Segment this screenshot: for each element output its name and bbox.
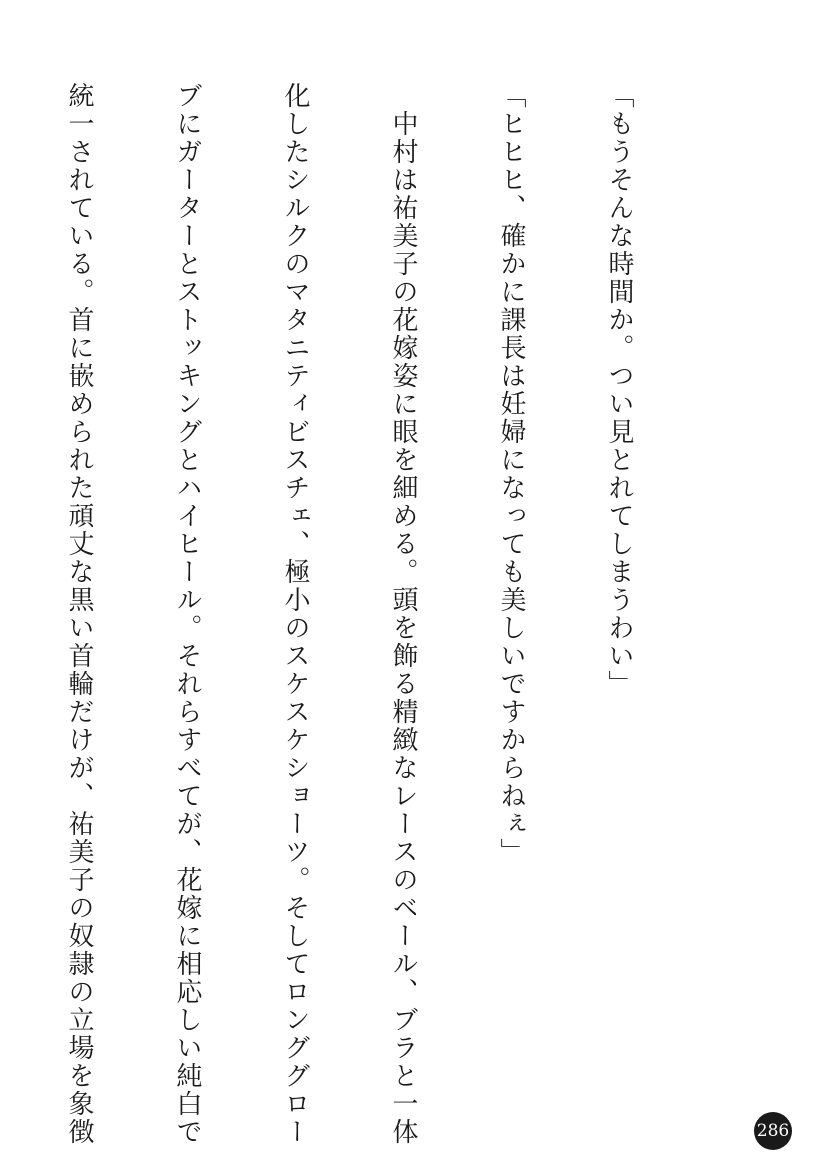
page-number-badge: 286 [754, 1112, 792, 1150]
text-line: ブにガーターとストッキングとハイヒール。それらすべてが、花嫁に相応しい純白で [172, 82, 202, 1146]
text-line: 化したシルクのマタニティビスチェ、極小のスケスケショーツ。そしてロンググロー [280, 82, 310, 1146]
text-line: 「ヒヒヒ、確かに課長は妊婦になっても美しいですからねぇ」 [496, 82, 526, 866]
text-line: 統一されている。首に嵌められた頑丈な黒い首輪だけが、祐美子の奴隷の立場を象徴 [64, 82, 94, 1146]
text-line: 中村は祐美子の花嫁姿に眼を細める。頭を飾る精緻なレースのベール、ブラと一体 [388, 82, 418, 1146]
text-line: 「もうそんな時間か。つい見とれてしまうわい」 [604, 82, 634, 698]
body-text [64, 82, 709, 1146]
